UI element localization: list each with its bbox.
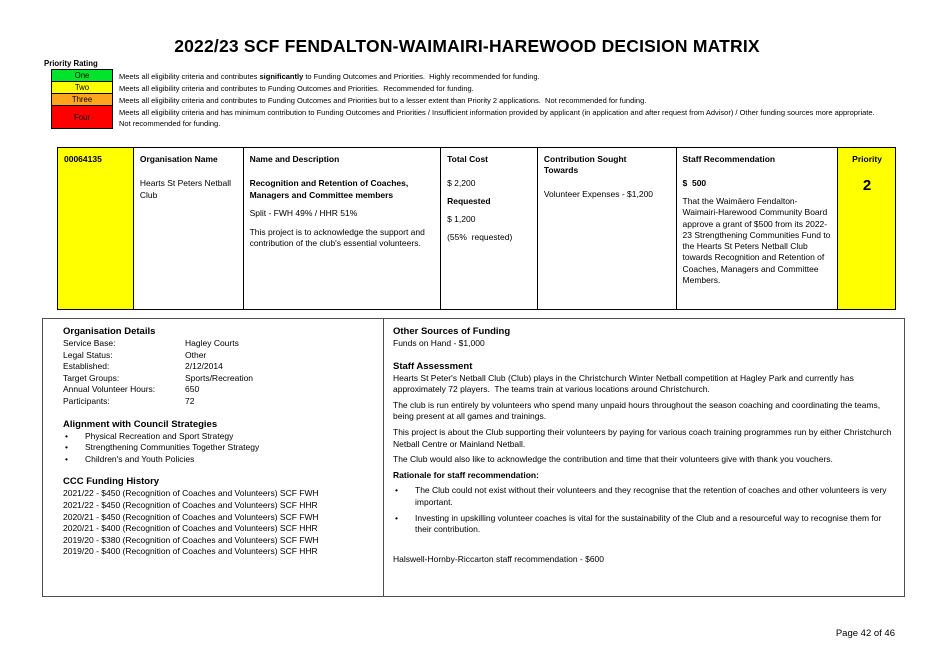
page-title: 2022/23 SCF FENDALTON-WAIMAIRI-HAREWOOD DECISION MATRIX (174, 36, 760, 56)
rationale-bullet-text: The Club could not exist without their volunteers and they recognise that the retention of coaches and other volunteers is very important. (415, 485, 887, 507)
organisation-name-cell (133, 148, 243, 309)
requested-amount: $ 1,200 (447, 214, 476, 224)
staff-assessment-paragraph: The club is run entirely by volunteers who spend many unpaid hours throughout the season coaching and coordinating the teams, being present at all games and trainings. (393, 399, 881, 422)
page-number: Page 42 of 46 (835, 628, 895, 639)
priority-one-swatch: One (51, 69, 113, 82)
field-label: Participants: (63, 395, 110, 406)
bullet-icon: • (65, 430, 68, 441)
legend-text-pre: Meets all eligibility criteria and contributes to Funding Outcomes and Priorities but to a lesser extent than Priority 2 applications. Not recommended for funding. (119, 96, 647, 105)
alignment-item-text: Children's and Youth Policies (85, 453, 195, 464)
other-funding-text: Funds on Hand - $1,000 (393, 338, 485, 348)
staff-assessment-paragraph: The Club would also like to acknowledge the contribution and time that their volunteers give with thank you vouchers. (393, 454, 833, 465)
organisation-name-header: Organisation Name (139, 154, 218, 164)
legend-text-post: to Funding Outcomes and Priorities. Highly recommended for funding. (303, 72, 540, 81)
contribution-sought-header: Contribution Sought Towards (543, 154, 627, 175)
application-id: 00064135 (64, 154, 102, 164)
field-participants (63, 396, 375, 408)
other-funding-heading: Other Sources of Funding (393, 326, 511, 337)
priority-rating-legend (44, 59, 900, 129)
organisation-details-heading: Organisation Details (63, 326, 156, 337)
funding-history-line: 2019/20 - $380 (Recognition of Coaches and Volunteers) SCF FWH (63, 534, 319, 545)
staff-assessment-paragraph: Hearts St Peter's Netball Club (Club) plays in the Christchurch Winter Netball competition at Hagley Park and currently has approximately 72 players. The teams train at various locations around Christchurch. (393, 372, 857, 395)
alignment-item (63, 431, 375, 443)
details-box (42, 318, 905, 597)
field-label: Target Groups: (63, 372, 120, 383)
legend-text-pre: Meets all eligibility criteria and contributes (119, 72, 260, 81)
other-board-note: Halswell-Hornby-Riccarton staff recommendation - $600 (393, 553, 605, 564)
alignment-item-text: Strengthening Communities Together Strategy (85, 442, 260, 453)
alignment-item-text: Physical Recreation and Sport Strategy (85, 430, 234, 441)
project-title: Recognition and Retention of Coaches, Managers and Committee members (249, 178, 409, 200)
project-description: This project is to acknowledge the support and contribution of the club's essential volunteers. (249, 226, 425, 248)
total-cost-value: $ 2,200 (447, 178, 476, 188)
rationale-bullet (393, 513, 894, 536)
priority-two-swatch: Two (51, 81, 113, 94)
priority-level-one-row (44, 70, 900, 82)
field-label: Annual Volunteer Hours: (63, 384, 156, 395)
contribution-sought-value: Volunteer Expenses - $1,200 (543, 189, 654, 199)
name-description-header: Name and Description (249, 154, 340, 164)
bullet-icon: • (65, 453, 68, 464)
legend-text-pre: Meets all eligibility criteria and has minimum contribution to Funding Outcomes and Priorities / Insufficient information provided by applicant (in application and after request from Advisor) / Other funding sources more appropriate. Not recommended for funding. (119, 108, 879, 128)
priority-value: 2 (862, 177, 872, 194)
priority-three-description (119, 94, 881, 106)
decision-matrix-table (57, 147, 896, 310)
requested-label: Requested (447, 196, 491, 206)
priority-four-swatch: Four (51, 105, 113, 129)
field-value: Hagley Courts (185, 338, 239, 348)
staff-assessment-heading: Staff Assessment (393, 360, 473, 372)
details-right-column (384, 319, 904, 596)
alignment-item (63, 454, 375, 466)
contribution-sought-cell (537, 148, 676, 309)
staff-assessment-paragraph: This project is about the Club supporting their volunteers by paying for various coach training programmes run by either Christchurch Netball Centre or Mainland Netball. (393, 426, 892, 449)
requested-percent: (55% requested) (447, 232, 513, 242)
priority-level-three-row (44, 94, 900, 106)
field-legal-status (63, 350, 375, 362)
field-value: Sports/Recreation (185, 372, 254, 383)
field-annual-volunteer-hours (63, 384, 375, 396)
funding-history-heading: CCC Funding History (63, 476, 160, 488)
total-cost-cell (440, 148, 537, 309)
priority-cell (837, 148, 895, 309)
field-value: 650 (185, 384, 200, 395)
organisation-name-value: Hearts St Peters Netball Club (139, 178, 232, 200)
field-value: 72 (185, 395, 195, 406)
rationale-heading: Rationale for staff recommendation: (393, 469, 539, 480)
field-target-groups (63, 373, 375, 385)
bullet-icon: • (395, 485, 398, 496)
funding-history-line: 2019/20 - $400 (Recognition of Coaches and Volunteers) SCF HHR (63, 546, 318, 557)
recommendation-amount: $ 500 (682, 178, 707, 188)
total-cost-header: Total Cost (447, 154, 489, 164)
recommendation-text: That the Waimāero Fendalton-Waimairi-Harewood Community Board approve a grant of $500 from its 2022-23 Strengthening Communities Fund to the Hearts St Peters Netball Club towards Recognition and Retention of Coaches, Managers and Committee Members. (682, 196, 831, 286)
project-split: Split - FWH 49% / HHR 51% (249, 208, 358, 218)
field-value: Other (185, 349, 207, 360)
field-label: Established: (63, 361, 110, 372)
priority-header: Priority (852, 154, 882, 164)
field-established (63, 361, 375, 373)
field-label: Legal Status: (63, 349, 113, 360)
funding-history-line: 2021/22 - $450 (Recognition of Coaches and Volunteers) SCF FWH (63, 488, 319, 499)
alignment-item (63, 442, 375, 454)
priority-one-description (119, 70, 881, 82)
bullet-icon: • (65, 442, 68, 453)
alignment-heading: Alignment with Council Strategies (63, 418, 218, 430)
priority-level-four-row (44, 106, 900, 129)
application-id-cell (58, 148, 133, 309)
funding-history-line: 2020/21 - $450 (Recognition of Coaches and Volunteers) SCF FWH (63, 511, 319, 522)
staff-recommendation-header: Staff Recommendation (682, 154, 776, 164)
funding-history-line: 2020/21 - $400 (Recognition of Coaches and Volunteers) SCF HHR (63, 523, 318, 534)
priority-three-swatch: Three (51, 93, 113, 106)
bullet-icon: • (395, 512, 398, 523)
field-label: Service Base: (63, 338, 116, 348)
details-left-column (43, 319, 384, 596)
priority-rating-label: Priority Rating (44, 59, 98, 68)
field-service-base (63, 338, 375, 350)
priority-four-description (119, 106, 881, 129)
priority-level-two-row (44, 82, 900, 94)
funding-history-line: 2021/22 - $450 (Recognition of Coaches and Volunteers) SCF HHR (63, 499, 318, 510)
name-description-cell (243, 148, 441, 309)
rationale-bullet-text: Investing in upskilling volunteer coaches is vital for the sustainability of the Club and a resourceful way to recognise them for their contribution. (415, 512, 882, 535)
legend-text-pre: Meets all eligibility criteria and contributes to Funding Outcomes and Priorities. Recommended for funding. (119, 84, 474, 93)
field-value: 2/12/2014 (185, 361, 223, 372)
rationale-bullet (393, 485, 894, 508)
staff-recommendation-cell (676, 148, 838, 309)
priority-two-description (119, 82, 881, 94)
legend-text-bold: significantly (259, 72, 304, 81)
